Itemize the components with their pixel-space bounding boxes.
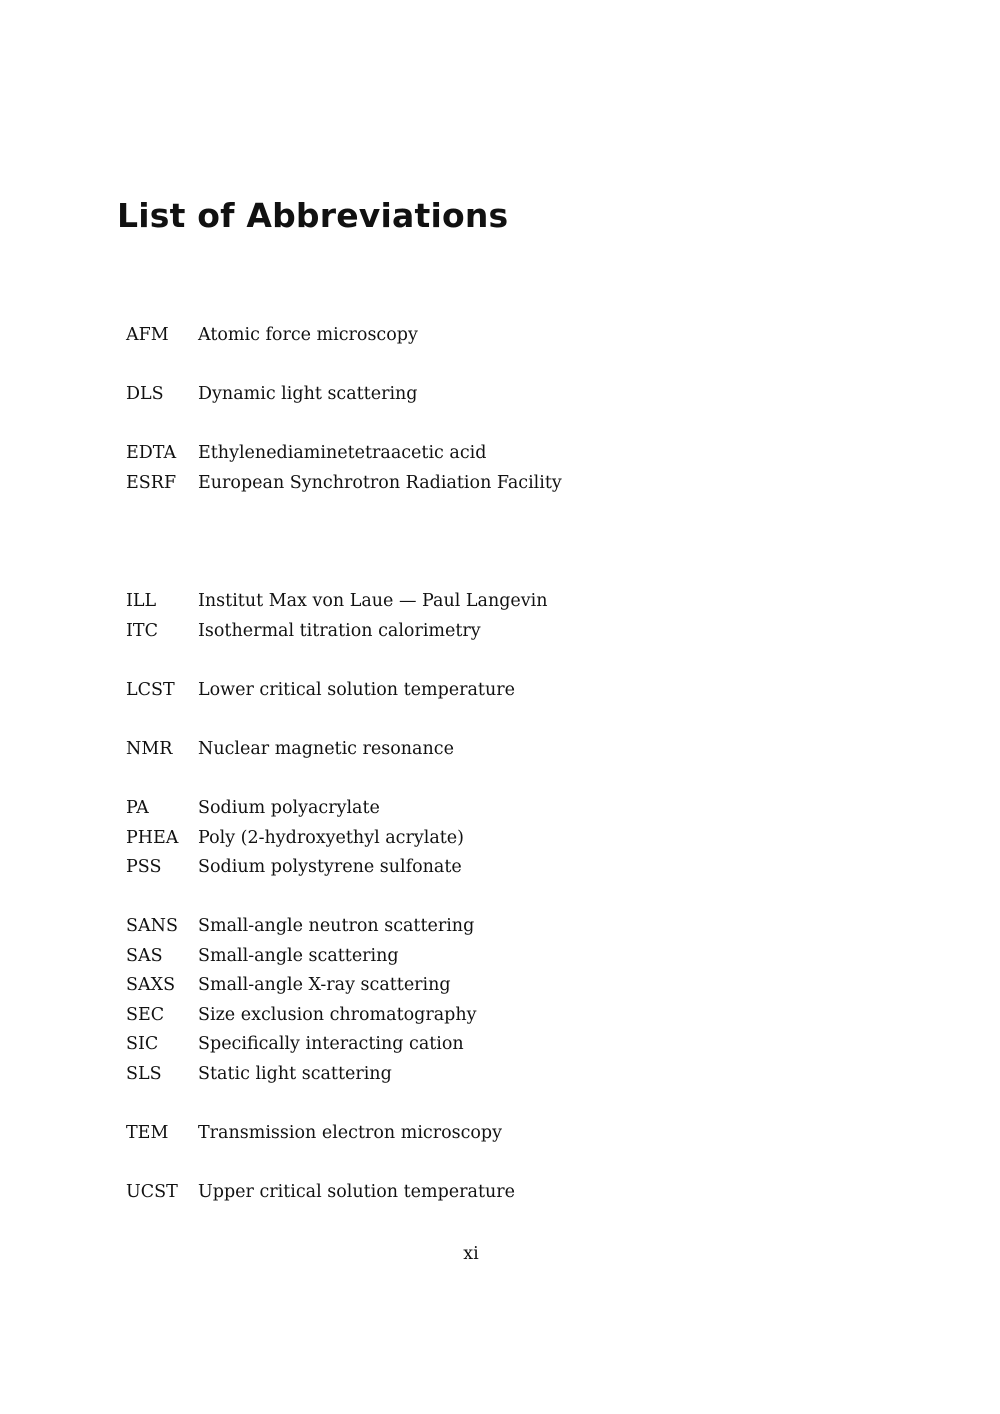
abbreviation-term: SANS [126, 916, 178, 936]
abbreviation-entry-lcst [0, 675, 1000, 705]
abbreviation-entry-sans [0, 911, 1000, 941]
abbreviation-term: SAS [126, 946, 163, 966]
abbreviation-term: SEC [126, 1005, 165, 1025]
abbreviation-entry-ucst [0, 1177, 1000, 1207]
abbreviation-term: DLS [126, 384, 164, 404]
abbreviation-definition: Specifically interacting cation [198, 1034, 464, 1054]
abbreviation-entry-pss [0, 852, 1000, 882]
abbreviation-entry-dls [0, 379, 1000, 409]
abbreviation-entry-afm [0, 320, 1000, 350]
abbreviation-definition: Small-angle scattering [198, 946, 399, 966]
abbreviation-definition: Upper critical solution temperature [198, 1182, 515, 1202]
abbreviation-entry-esrf [0, 468, 1000, 498]
abbreviation-term: EDTA [126, 443, 177, 463]
abbreviation-definition: Sodium polyacrylate [198, 798, 380, 818]
abbreviation-term: PHEA [126, 828, 179, 848]
abbreviation-term: SLS [126, 1064, 162, 1084]
abbreviation-term: PSS [126, 857, 162, 877]
abbreviation-entry-ill [0, 586, 1000, 616]
abbreviation-definition: Ethylenediaminetetraacetic acid [198, 443, 487, 463]
abbreviation-entry-sec [0, 1000, 1000, 1030]
abbreviation-definition: Isothermal titration calorimetry [198, 621, 481, 641]
abbreviation-definition: Small-angle neutron scattering [198, 916, 475, 936]
abbreviation-definition: Lower critical solution temperature [198, 680, 515, 700]
abbreviation-term: SIC [126, 1034, 159, 1054]
abbreviation-definition: Static light scattering [198, 1064, 392, 1084]
abbreviation-definition: Atomic force microscopy [198, 325, 418, 345]
abbreviation-entry-saxs [0, 970, 1000, 1000]
abbreviation-term: SAXS [126, 975, 176, 995]
abbreviation-entry-sls [0, 1059, 1000, 1089]
abbreviation-definition: Sodium polystyrene sulfonate [198, 857, 462, 877]
abbreviation-term: UCST [126, 1182, 178, 1202]
abbreviation-term: AFM [126, 325, 169, 345]
abbreviation-term: ILL [126, 591, 157, 611]
page-title: List of Abbreviations [117, 196, 509, 235]
abbreviation-entry-pa [0, 793, 1000, 823]
abbreviation-entry-phea [0, 823, 1000, 853]
abbreviation-definition: Poly (2-hydroxyethyl acrylate) [198, 828, 464, 848]
abbreviation-entry-tem [0, 1118, 1000, 1148]
abbreviation-definition: Transmission electron microscopy [198, 1123, 503, 1143]
abbreviation-definition: Small-angle X-ray scattering [198, 975, 451, 995]
abbreviation-definition: Institut Max von Laue — Paul Langevin [198, 591, 548, 611]
abbreviation-term: ITC [126, 621, 158, 641]
page-number: xi [463, 1244, 479, 1264]
abbreviation-term: PA [126, 798, 149, 818]
abbreviation-entry-nmr [0, 734, 1000, 764]
abbreviation-entry-sic [0, 1029, 1000, 1059]
abbreviation-definition: European Synchrotron Radiation Facility [198, 473, 562, 493]
abbreviation-term: TEM [126, 1123, 169, 1143]
abbreviation-definition: Dynamic light scattering [198, 384, 418, 404]
abbreviation-entry-edta [0, 438, 1000, 468]
abbreviation-entry-itc [0, 616, 1000, 646]
abbreviation-term: NMR [126, 739, 173, 759]
abbreviation-definition: Nuclear magnetic resonance [198, 739, 454, 759]
abbreviation-definition: Size exclusion chromatography [198, 1005, 477, 1025]
abbreviation-term: ESRF [126, 473, 177, 493]
abbreviation-entry-sas [0, 941, 1000, 971]
abbreviation-term: LCST [126, 680, 175, 700]
